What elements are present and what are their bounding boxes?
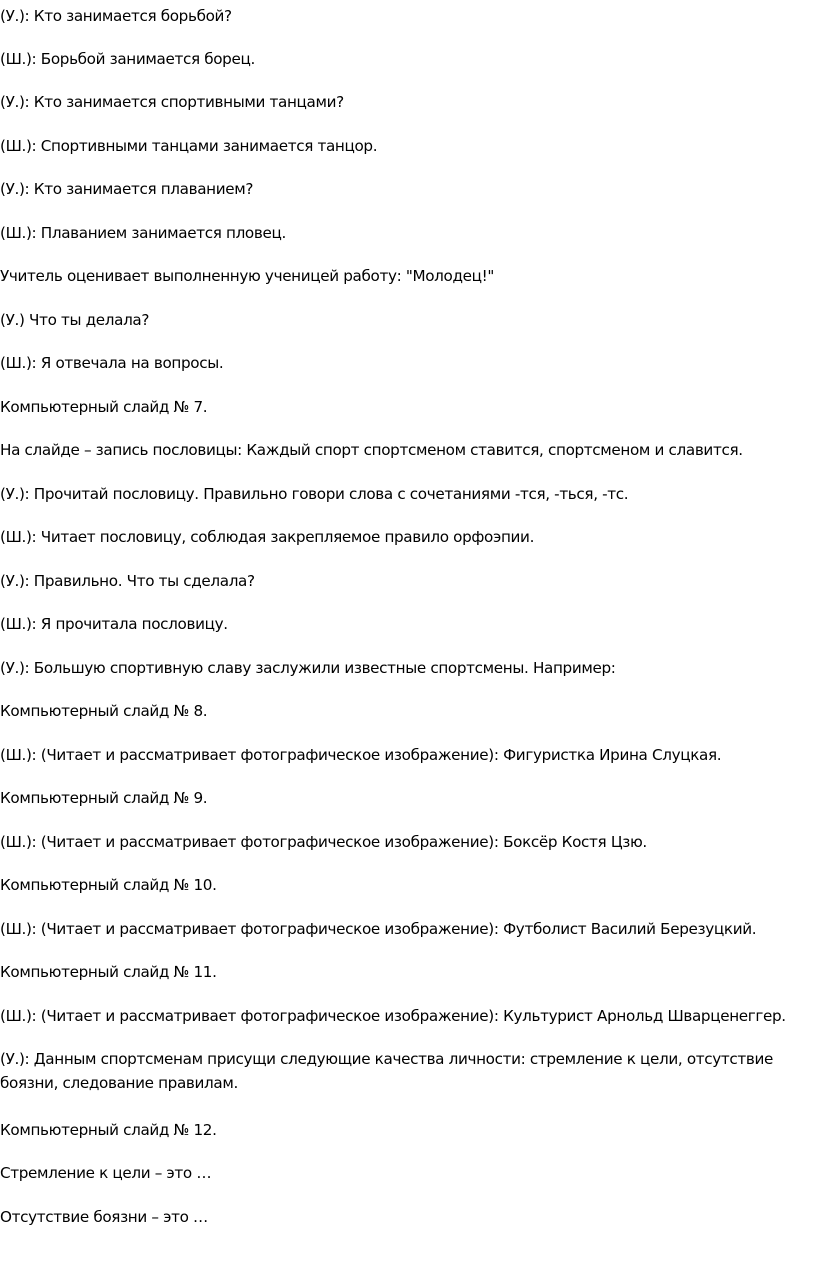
narration-line: Учитель оценивает выполненную ученицей работу: "Молодец!" [0,267,494,285]
dialogue-line: (У.): Кто занимается спортивными танцами? [0,93,344,111]
slide-heading: Компьютерный слайд № 8. [0,702,208,720]
dialogue-line: (У.): Правильно. Что ты сделала? [0,572,255,590]
slide-heading: Компьютерный слайд № 10. [0,876,217,894]
dialogue-line: (Ш.): Плаванием занимается пловец. [0,224,286,242]
dialogue-line: (У.): Прочитай пословицу. Правильно говори слова с сочетаниями -тся, -ться, -тс. [0,485,629,503]
dialogue-line: (У.): Большую спортивную славу заслужили известные спортсмены. Например: [0,659,616,677]
dialogue-line: (Ш.): (Читает и рассматривает фотографическое изображение): Фигуристка Ирина Слуцкая. [0,746,722,764]
definition-prompt: Стремление к цели – это … [0,1164,212,1182]
dialogue-line: (Ш.): Я отвечала на вопросы. [0,354,224,372]
dialogue-line: (Ш.): Я прочитала пословицу. [0,615,228,633]
narration-line: На слайде – запись пословицы: Каждый спорт спортсменом ставится, спортсменом и славится. [0,441,743,459]
definition-prompt: Отсутствие боязни – это … [0,1208,208,1226]
slide-heading: Компьютерный слайд № 12. [0,1121,217,1139]
dialogue-line: (Ш.): Борьбой занимается борец. [0,50,255,68]
dialogue-line: (Ш.): Спортивными танцами занимается танцор. [0,137,378,155]
dialogue-line: (Ш.): (Читает и рассматривает фотографическое изображение): Футболист Василий Березуцкий. [0,920,757,938]
slide-heading: Компьютерный слайд № 11. [0,963,217,981]
dialogue-line: (У.): Данным спортсменам присущи следующие качества личности: стремление к цели, отсутствие боязни, следование правилам. [0,1050,773,1092]
dialogue-line: (У.) Что ты делала? [0,311,150,329]
dialogue-line: (Ш.): Читает пословицу, соблюдая закрепляемое правило орфоэпии. [0,528,535,546]
slide-heading: Компьютерный слайд № 9. [0,789,208,807]
dialogue-line: (Ш.): (Читает и рассматривает фотографическое изображение): Боксёр Костя Цзю. [0,833,647,851]
dialogue-line: (У.): Кто занимается плаванием? [0,180,254,198]
slide-heading: Компьютерный слайд № 7. [0,398,208,416]
dialogue-line: (У.): Кто занимается борьбой? [0,7,232,25]
dialogue-line: (Ш.): (Читает и рассматривает фотографическое изображение): Культурист Арнольд Шварценеггер. [0,1007,786,1025]
